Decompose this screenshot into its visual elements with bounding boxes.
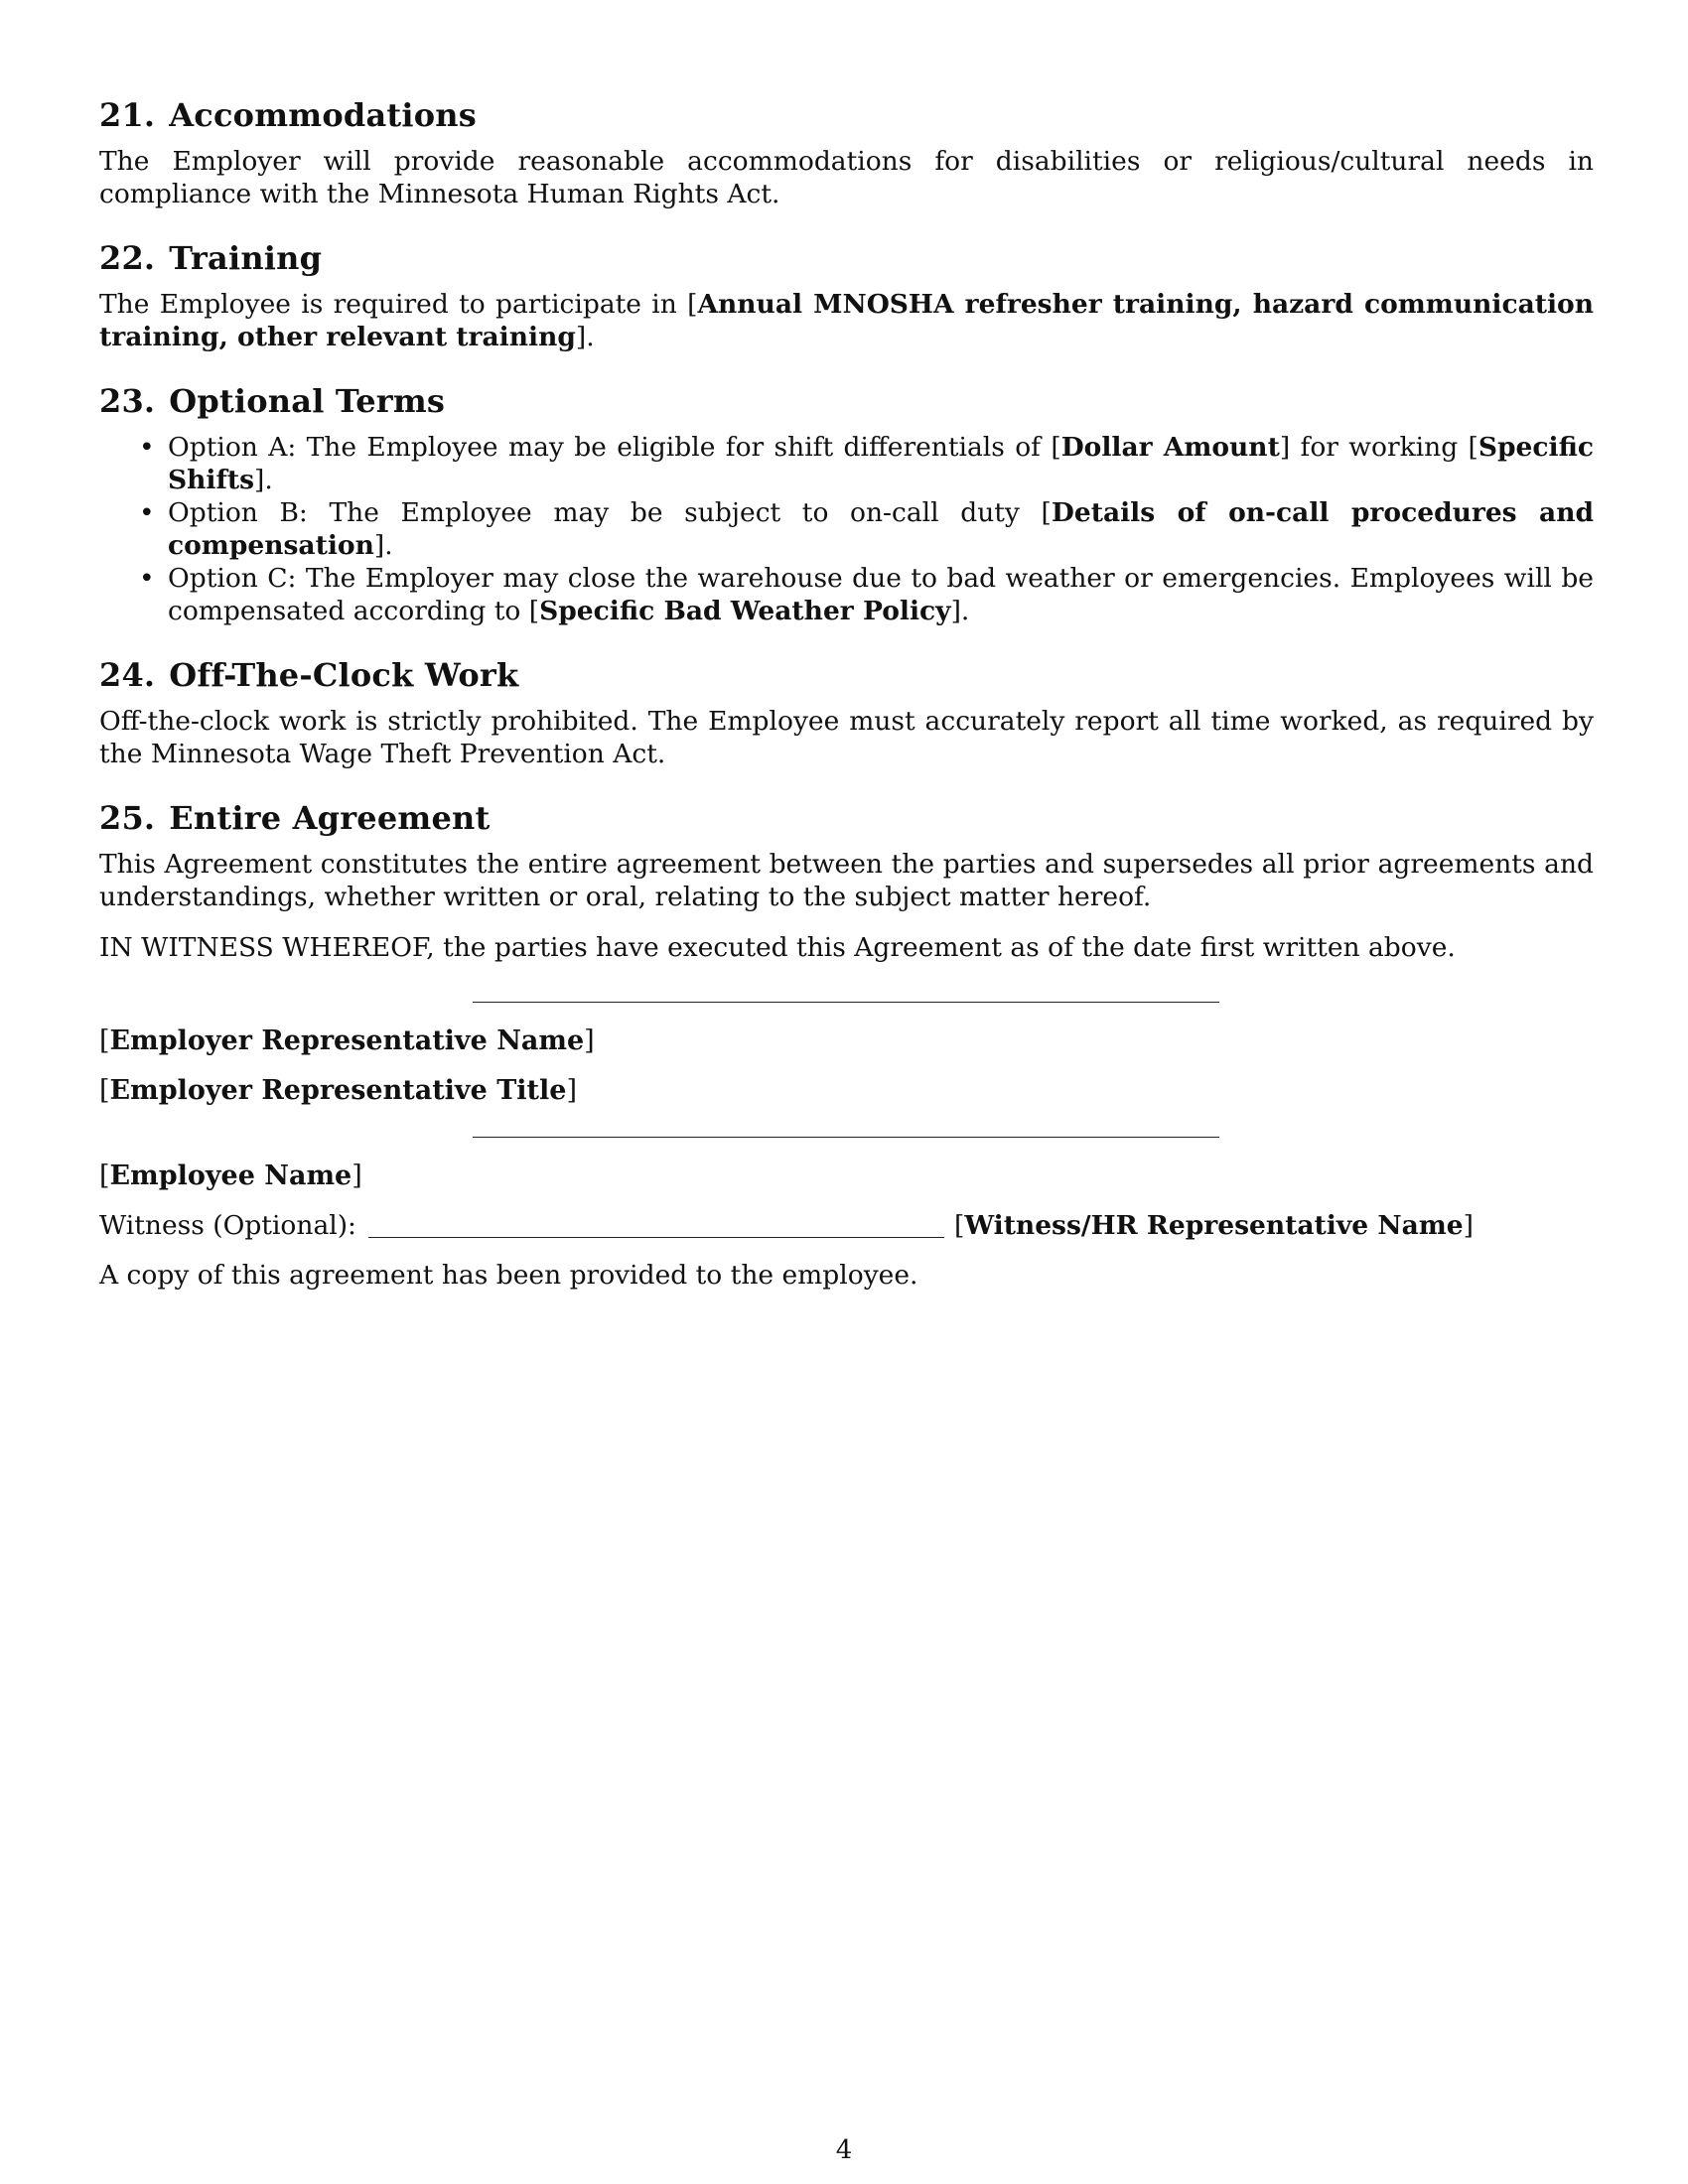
employer-title: Employer Representative Title xyxy=(109,1075,567,1106)
witness-label: Witness (Optional): xyxy=(99,1210,356,1241)
employer-title-placeholder: [Employer Representative Title] xyxy=(99,1075,578,1106)
employee-signature-line[interactable] xyxy=(473,1137,1219,1138)
section-optional-terms xyxy=(99,381,1594,627)
body-text: Option A: The Employee may be eligible for shift differentials of [ xyxy=(168,432,1061,463)
body-text: Option C: The Employer may close the warehouse due to bad weather or emergencies. Employees will be compensated according to [ xyxy=(168,563,1594,626)
body-text: ]. xyxy=(373,530,393,561)
list-item-option-b xyxy=(99,496,1594,562)
section-title xyxy=(99,655,1594,695)
section-number: 21. xyxy=(99,96,156,134)
list-item-option-a xyxy=(99,431,1594,496)
section-title xyxy=(99,95,1594,135)
options-list xyxy=(99,431,1594,627)
placeholder-training: Annual MNOSHA refresher training, hazard communication training, other relevant training xyxy=(99,289,1594,352)
body-text: The Employee is required to participate in [ xyxy=(99,289,698,320)
employer-signature-line[interactable] xyxy=(473,1002,1219,1003)
placeholder-dollar-amount: Dollar Amount xyxy=(1060,432,1280,463)
body-text: ]. xyxy=(575,322,595,352)
signature-block xyxy=(99,1002,1594,1292)
witness-clause: IN WITNESS WHEREOF, the parties have executed this Agreement as of the date first written above. xyxy=(99,932,1456,963)
section-off-the-clock xyxy=(99,655,1594,770)
body-text: ] for working [ xyxy=(1279,432,1478,463)
bullet-icon: • xyxy=(139,497,155,528)
section-accommodations xyxy=(99,95,1594,210)
placeholder-bad-weather-policy: Specific Bad Weather Policy xyxy=(539,596,951,626)
section-heading: Off-The-Clock Work xyxy=(169,656,519,694)
section-heading: Accommodations xyxy=(169,96,477,134)
employee-name-placeholder: [Employee Name] xyxy=(99,1160,362,1191)
section-number: 22. xyxy=(99,239,156,277)
witness-name-placeholder: [Witness/HR Representative Name] xyxy=(953,1210,1474,1241)
section-body xyxy=(99,288,1594,353)
section-title xyxy=(99,798,1594,838)
section-title xyxy=(99,381,1594,421)
section-heading: Entire Agreement xyxy=(169,799,491,837)
witness-row xyxy=(99,1209,1594,1242)
bullet-icon: • xyxy=(139,432,155,463)
section-body: Off-the-clock work is strictly prohibited. The Employee must accurately report all time worked, as required by the Minnesota Wage Theft Prevention Act. xyxy=(99,706,1594,769)
section-heading: Training xyxy=(169,239,323,277)
body-text: Option B: The Employee may be subject to on-call duty [ xyxy=(168,497,1052,528)
list-item-option-c xyxy=(99,562,1594,627)
employer-name-placeholder: [Employer Representative Name] xyxy=(99,1025,595,1056)
body-text: ]. xyxy=(254,465,273,495)
section-number: 23. xyxy=(99,382,156,420)
bullet-icon: • xyxy=(139,563,155,594)
section-body: The Employer will provide reasonable accommodations for disabilities or religious/cultural needs in compliance with the Minnesota Human Rights Act. xyxy=(99,146,1594,209)
section-entire-agreement xyxy=(99,798,1594,964)
placeholder-specific-shifts: Specific Shifts xyxy=(168,432,1595,495)
employer-name: Employer Representative Name xyxy=(109,1025,585,1056)
page-number: 4 xyxy=(835,2135,853,2165)
document-page xyxy=(99,95,1594,1292)
section-title xyxy=(99,238,1594,278)
section-training xyxy=(99,238,1594,353)
witness-signature-line[interactable] xyxy=(368,1213,944,1238)
section-body: This Agreement constitutes the entire agreement between the parties and supersedes all prior agreements and understandings, whether written or oral, relating to the subject matter hereof. xyxy=(99,849,1594,912)
witness-name: Witness/HR Representative Name xyxy=(964,1210,1464,1241)
section-number: 24. xyxy=(99,656,156,694)
placeholder-on-call-details: Details of on-call procedures and compensation xyxy=(168,497,1594,561)
body-text: ]. xyxy=(950,596,970,626)
section-number: 25. xyxy=(99,799,156,837)
employee-name: Employee Name xyxy=(109,1160,352,1191)
copy-note: A copy of this agreement has been provided to the employee. xyxy=(99,1260,918,1291)
section-heading: Optional Terms xyxy=(169,382,446,420)
